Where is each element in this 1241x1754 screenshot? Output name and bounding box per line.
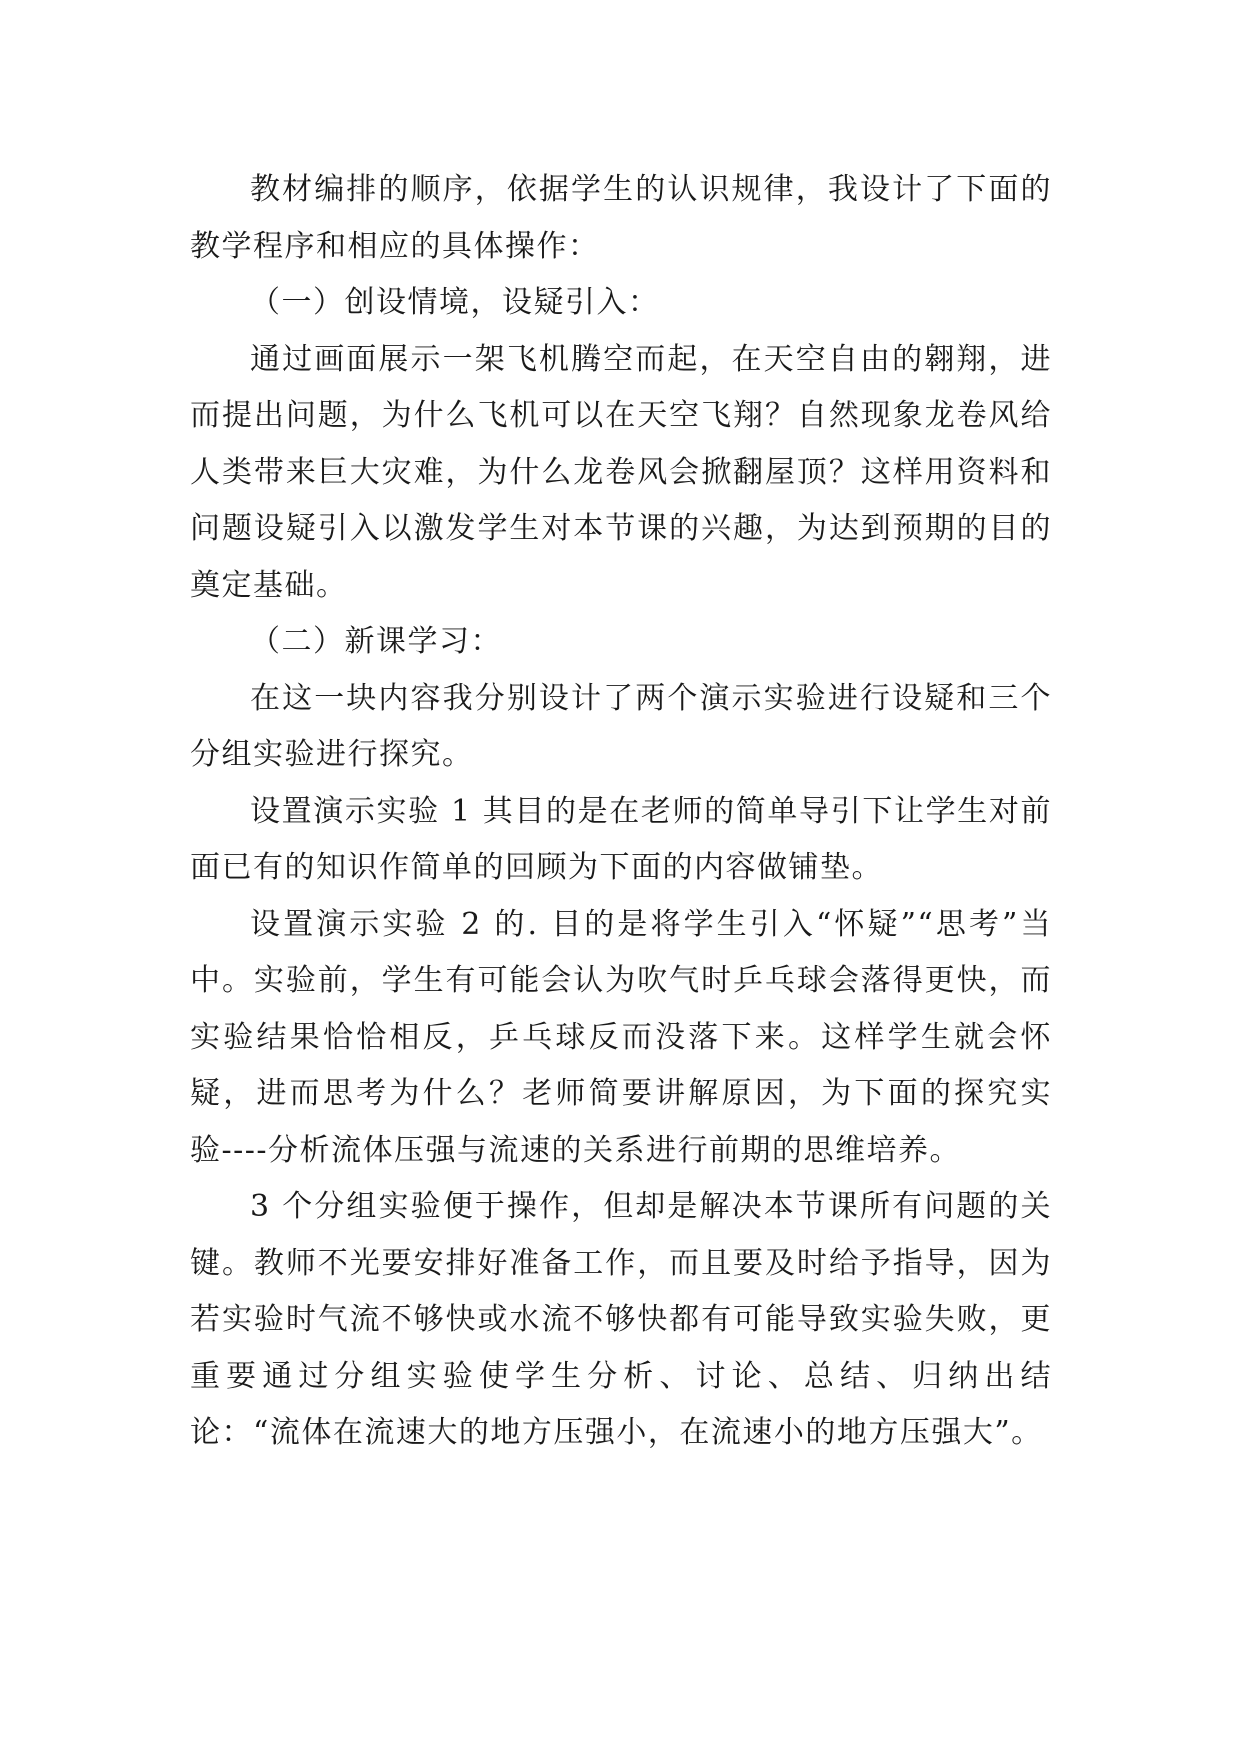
paragraph-scenario: 通过画面展示一架飞机腾空而起，在天空自由的翱翔，进而提出问题，为什么飞机可以在天空飞翔？自然现象龙卷风给人类带来巨大灾难，为什么龙卷风会掀翻屋顶？这样用资料和问题设疑引入以激发学生对本节课的兴趣，为达到预期的目的奠定基础。	[190, 341, 1052, 603]
section-heading-1: （一）创设情境，设疑引入：	[250, 285, 660, 320]
paragraph-experiments-overview: 在这一块内容我分别设计了两个演示实验进行设疑和三个分组实验进行探究。	[190, 680, 1052, 772]
paragraph-intro: 教材编排的顺序，依据学生的认识规律，我设计了下面的教学程序和相应的具体操作：	[190, 172, 1052, 264]
paragraph-group-experiments: 3 个分组实验便于操作，但却是解决本节课所有问题的关键。教师不光要安排好准备工作，而且要及时给予指导，因为若实验时气流不够快或水流不够快都有可能导致实验失败，更重要通过分组实验使学生分析、讨论、总结、归纳出结论：“流体在流速大的地方压强小，在流速小的地方压强大”。	[190, 1189, 1052, 1450]
paragraph-demo-1: 设置演示实验 1 其目的是在老师的简单导引下让学生对前面已有的知识作简单的回顾为下面的内容做铺垫。	[190, 793, 1052, 885]
section-heading-2: （二）新课学习：	[250, 624, 502, 659]
document-body	[190, 162, 1052, 1462]
paragraph-demo-2: 设置演示实验 2 的. 目的是将学生引入“怀疑”“思考”当中。实验前，学生有可能会认为吹气时乒乓球会落得更快，而实验结果恰恰相反，乒乓球反而没落下来。这样学生就会怀疑，进而思考为什么？老师简要讲解原因，为下面的探究实验----分析流体压强与流速的关系进行前期的思维培养。	[190, 906, 1052, 1168]
